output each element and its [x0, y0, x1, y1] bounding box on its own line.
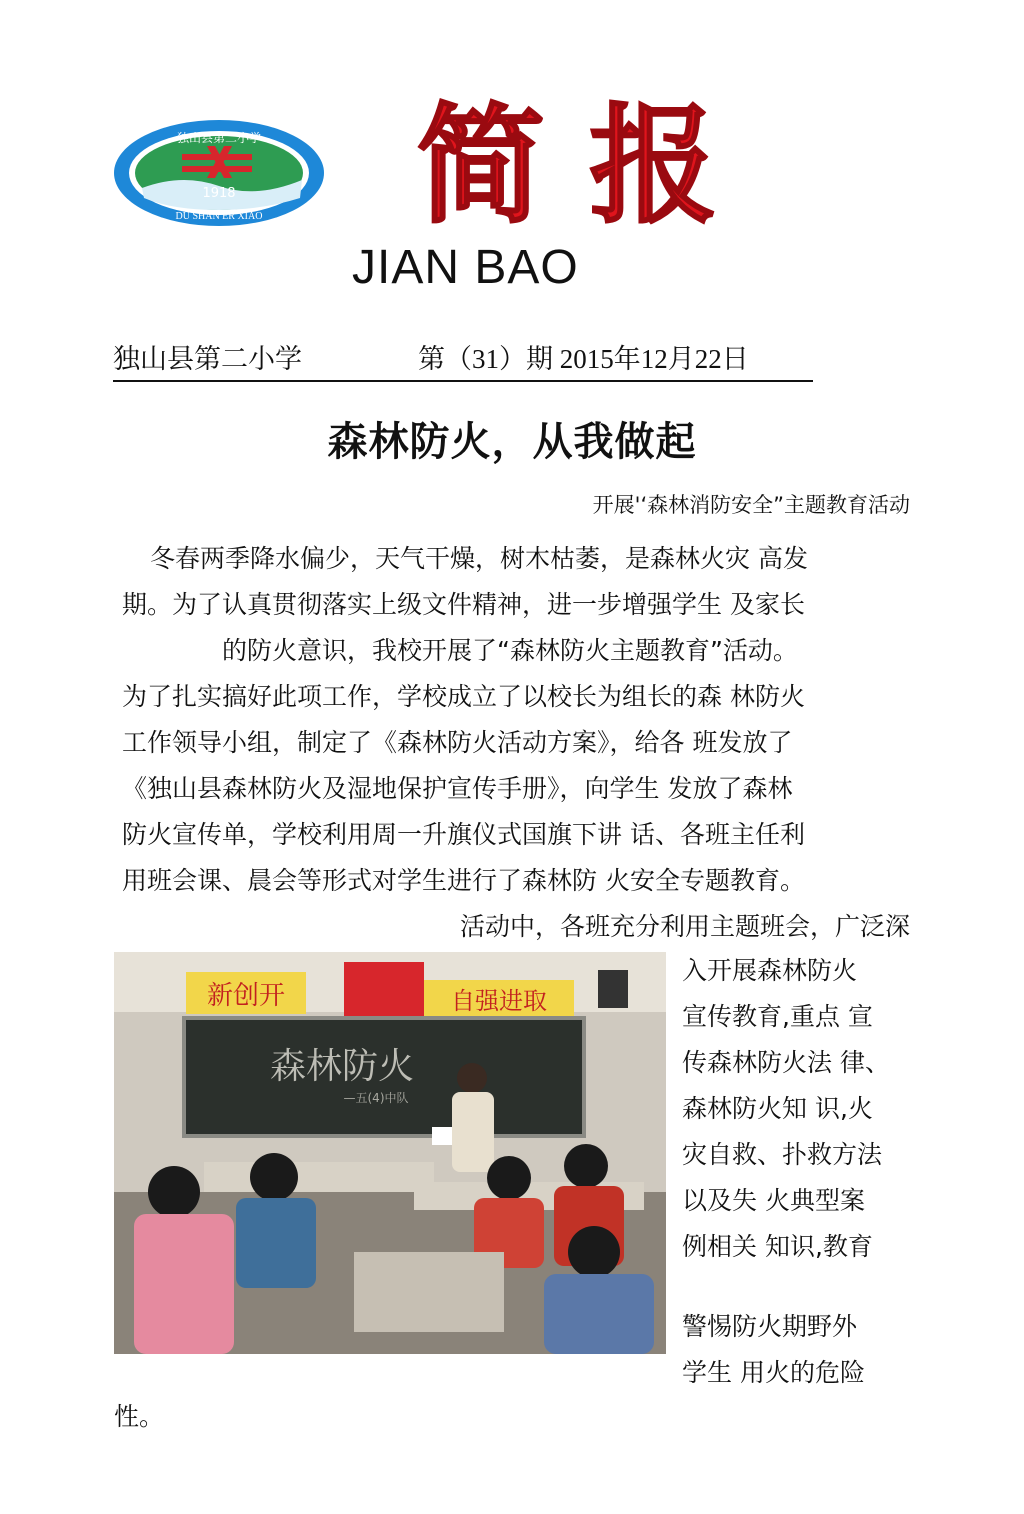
teacher-body — [452, 1092, 494, 1172]
body-line: 为了扎实搞好此项工作，学校成立了以校长为组长的森 林防火 — [122, 682, 805, 711]
photo-banner-left-text: 新创开 — [206, 981, 286, 1011]
body-line: 《独山县森林防火及湿地保护宣传手册》，向学生 发放了森林 — [122, 774, 793, 803]
logo-year: 1918 — [202, 186, 236, 201]
side-line: 例相关 知识,教育 — [682, 1232, 873, 1261]
student-body — [544, 1274, 654, 1354]
student-body — [134, 1214, 234, 1354]
side-line: 森林防火知 识,火 — [682, 1094, 873, 1123]
masthead-title-text: 简 报 — [416, 92, 718, 232]
side-line: 宣传教育,重点 宣 — [682, 1002, 873, 1031]
article-body — [122, 538, 912, 906]
side-line: 警惕防火期野外 — [682, 1312, 858, 1341]
body-line: 期。为了认真贯彻落实上级文件精神，进一步增强学生 及家长 — [122, 590, 805, 619]
board-subtext: —五(4)中队 — [343, 1091, 409, 1105]
student-head — [568, 1226, 620, 1278]
logo-ring-text: 独山县第二小学 — [176, 131, 262, 145]
flag-icon — [344, 962, 424, 1017]
masthead-subtitle: JIAN BAO — [352, 241, 579, 294]
masthead-title — [352, 92, 782, 232]
article-headline: 森林防火，从我做起 — [327, 419, 697, 465]
article-deck: 开展'‘森林消防安全”主题教育活动 — [592, 493, 910, 517]
body-line: 的防火意识，我校开展了“森林防火主题教育”活动。 — [222, 636, 798, 665]
student-head — [148, 1166, 200, 1218]
school-name: 独山县第二小学 — [113, 344, 302, 375]
side-line: 以及失 火典型案 — [682, 1186, 865, 1215]
classroom-photo — [114, 952, 666, 1354]
body-line: 防火宣传单，学校利用周一升旗仪式国旗下讲 话、各班主任利 — [122, 820, 805, 849]
speaker-icon — [598, 970, 628, 1008]
student-body — [236, 1198, 316, 1288]
side-line: 入开展森林防火 — [682, 956, 858, 985]
side-column — [682, 950, 922, 1398]
school-logo — [112, 118, 326, 228]
body-line: 工作领导小组，制定了《森林防火活动方案》，给各 班发放了 — [122, 728, 793, 757]
teacher-head — [457, 1063, 487, 1093]
body-line: 用班会课、晨会等形式对学生进行了森林防 火安全专题教育。 — [122, 866, 805, 895]
photo-banner-right-text: 自强进取 — [451, 987, 547, 1015]
logo-latin-text: DU SHAN ER XIAO — [175, 211, 263, 222]
board-text: 森林防火 — [269, 1046, 415, 1087]
side-line: 学生 用火的危险 — [682, 1358, 865, 1387]
student-head — [487, 1156, 531, 1200]
body-line: 冬春两季降水偏少，天气干燥，树木枯萎，是森林火灾 高发 — [150, 544, 808, 573]
side-line: 传森林防火法 律、 — [682, 1048, 890, 1077]
body-tail: 性。 — [114, 1402, 165, 1431]
issue-line — [113, 340, 813, 382]
body-line-right: 活动中，各班充分利用主题班会，广泛深 — [459, 912, 910, 941]
student-head — [250, 1153, 298, 1201]
side-line: 灾自救、扑救方法 — [682, 1140, 883, 1169]
issue-date: 第（31）期 2015年12月22日 — [418, 344, 749, 374]
student-head — [564, 1144, 608, 1188]
